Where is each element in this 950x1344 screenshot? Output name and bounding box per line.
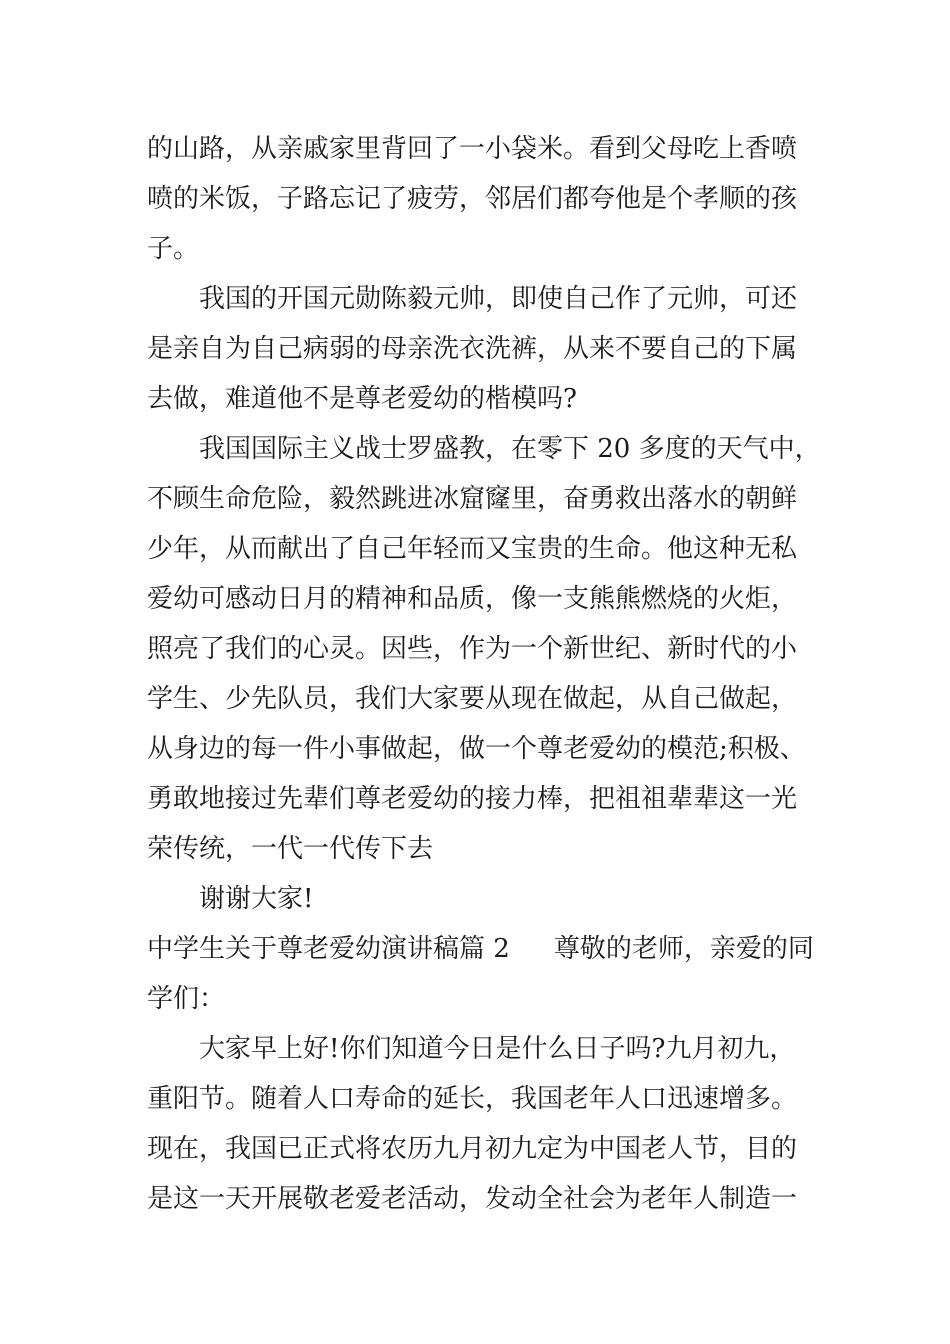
body-text-line: 喷的米饭，子路忘记了疲劳，邻居们都夸他是个孝顺的孩 xyxy=(147,184,798,214)
body-text-line: 不顾生命危险，毅然跳进冰窟窿里，奋勇救出落水的朝鲜 xyxy=(147,484,798,514)
body-text-line: 大家早上好!你们知道今日是什么日子吗?九月初九， xyxy=(199,1034,796,1064)
section-title: 中学生关于尊老爱幼演讲稿篇 2 xyxy=(147,934,510,964)
body-text-line: 谢谢大家! xyxy=(199,884,314,914)
body-text-line: 从身边的每一件小事做起，做一个尊老爱幼的模范;积极、 xyxy=(147,734,806,764)
body-text-line: 现在，我国已正式将农历九月初九定为中国老人节，目的 xyxy=(147,1134,798,1164)
body-text-line: 是亲自为自己病弱的母亲洗衣洗裤，从来不要自己的下属 xyxy=(147,334,798,364)
body-text-line: 荣传统，一代一代传下去 xyxy=(147,834,434,864)
body-text-line: 子。 xyxy=(147,234,200,264)
section-title-line xyxy=(147,934,814,964)
body-text-line: 我国的开国元勋陈毅元帅，即使自己作了元帅，可还 xyxy=(199,284,798,314)
body-text-line: 去做，难道他不是尊老爱幼的楷模吗? xyxy=(147,384,577,414)
body-text-line: 勇敢地接过先辈们尊老爱幼的接力棒，把祖祖辈辈这一光 xyxy=(147,784,798,814)
body-text-line: 我国国际主义战士罗盛教，在零下 20 多度的天气中， xyxy=(199,434,821,464)
body-text-line: 照亮了我们的心灵。因些，作为一个新世纪、新时代的小 xyxy=(147,634,798,664)
body-text-line: 少年，从而献出了自己年轻而又宝贵的生命。他这种无私 xyxy=(147,534,798,564)
body-text-line: 重阳节。随着人口寿命的延长，我国老年人口迅速增多。 xyxy=(147,1084,798,1114)
body-text-line: 是这一天开展敬老爱老活动，发动全社会为老年人制造一 xyxy=(147,1184,798,1214)
body-text-line: 的山路，从亲戚家里背回了一小袋米。看到父母吃上香喷 xyxy=(147,134,798,164)
body-text-line: 学们： xyxy=(147,984,226,1014)
body-text-line: 学生、少先队员，我们大家要从现在做起，从自己做起， xyxy=(147,684,798,714)
salutation: 尊敬的老师，亲爱的同 xyxy=(553,934,814,964)
body-text-line: 爱幼可感动日月的精神和品质，像一支熊熊燃烧的火炬， xyxy=(147,584,798,614)
